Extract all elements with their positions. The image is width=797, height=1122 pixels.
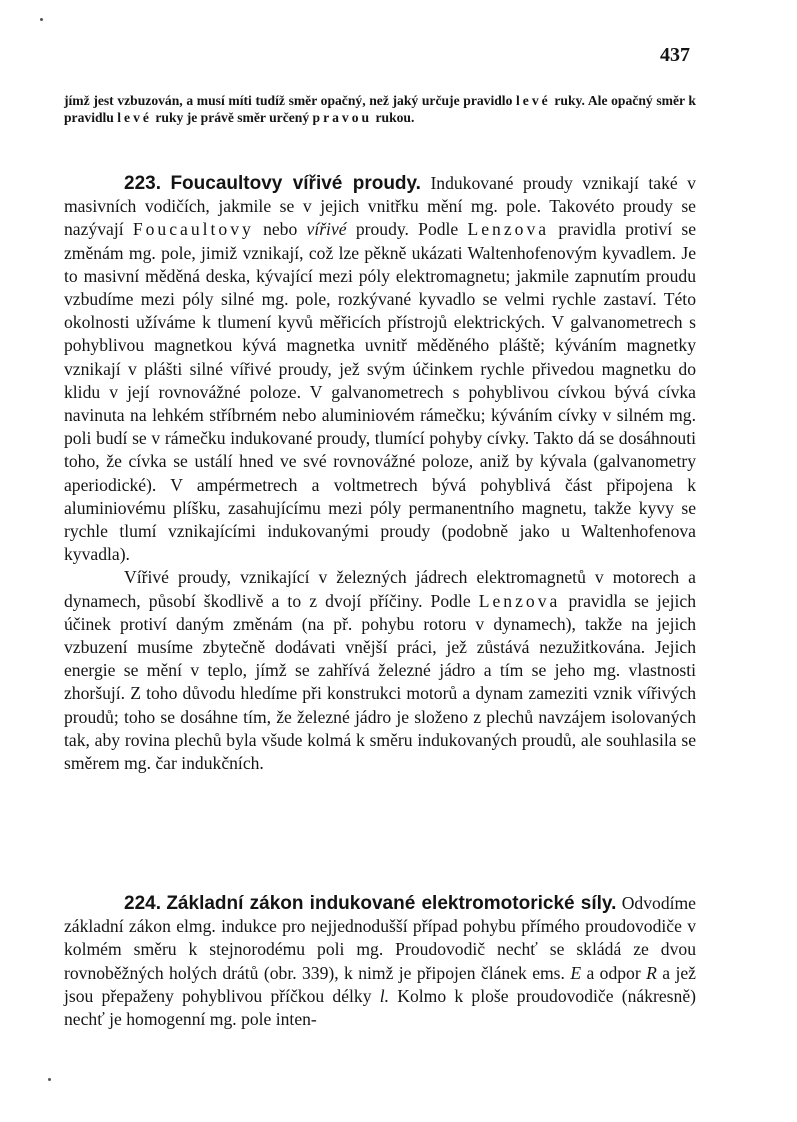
section-223-paragraph-2	[64, 566, 696, 775]
s224-p1-d: Kolmo k ploše proudovodiče (nákresně) nechť je homogenní mg. pole inten-	[64, 985, 696, 1030]
s223-italic-virive: vířivé	[306, 219, 347, 240]
top-note-line1: jímž jest vzbuzován, a musí míti tudíž směr opačný, než jaký určuje pravidlo	[64, 93, 513, 108]
s224-var-e: E	[570, 962, 582, 983]
s223-p2-b: pravidla se jejich účinek protiví daným změnám (na př. pohybu rotoru v dynamech), takže na jejich vzbuzení musíme zbytečně dodávati vnější práci, jež zůstává nezužitkována. Jejich energie se mění v teplo, jímž se zahřívá železné jádro a tím se jeho mg. vlastnosti zhoršují. Z toho důvodu hledíme při konstrukci motorů a dynam zameziti vznik vířivých proudů; toho se dosáhne tím, že železné jádro je složeno z plechů navzájem isolovaných tak, aby rovina plechů byla všude kolmá k směru indukovaných proudů, ale souhlasila se směrem mg. čar indukčních.	[64, 590, 697, 774]
s224-p1-c: a jež jsou přepaženy pohyblivou příčkou délky	[64, 962, 696, 1006]
spaced-leve-1: levé	[516, 93, 551, 108]
spaced-pravou: pravou	[312, 110, 373, 125]
page-number: 437	[660, 44, 690, 66]
top-note-line3-end: rukou.	[375, 110, 415, 125]
section-224-title: Základní zákon indukované elektromotorické síly.	[166, 893, 617, 914]
s224-var-r: R	[646, 962, 657, 983]
section-223-paragraph-1	[64, 172, 696, 566]
s223-p1-b: nebo	[263, 219, 298, 240]
scan-speck	[48, 1078, 51, 1081]
top-note-line2-end: ruky je právě směr určený	[155, 110, 310, 125]
top-note-line2-mid: ruky. Ale opačný směr k pravidlu	[64, 93, 696, 125]
spaced-leve-2: levé	[117, 110, 152, 125]
section-224-number: 224.	[124, 893, 161, 914]
scan-speck	[40, 18, 43, 21]
section-223	[64, 172, 696, 775]
s224-p1-a: Odvodíme základní zákon elmg. indukce pro nejjednodušší případ pohybu přímého proudovodiče v kolmém směru k stejnorodému poli mg. Proudovodič nechť se skládá ze dvou rovnoběžných holých drátů (obr. 339), k nimž je připojen článek ems.	[64, 893, 696, 983]
s224-var-l: l.	[379, 985, 390, 1006]
s223-p2-spaced-lenz: Lenzova	[478, 590, 561, 611]
section-223-number: 223.	[124, 173, 161, 194]
s223-spaced-foucault: Foucaultovy	[132, 219, 254, 240]
s223-p1-c: proudy. Podle	[355, 219, 459, 240]
section-224-paragraph-1	[64, 892, 696, 1031]
s223-p1-d: pravidla protiví se změnám mg. pole, jimiž vznikají, což lze pěkně ukázati Waltenhofenovým kyvadlem. Je to masivní měděná deska, kývající mezi póly elektromagnetu; jakmile zapnutím proudu vzbudíme mezi póly silné mg. pole, rozkývané kyvadlo se velmi rychle zastaví. Této okolnosti užíváme k tlumení kyvů měřicích přístrojů elektrických. V galvanometrech s pohyblivou magnetkou kývá magnetka uvnitř měděného pláště; kýváním magnetky vznikají v plášti silné vířivé proudy, jež svým účinkem rychle přivedou magnetku do klidu v její rovnovážné poloze. V galvanometrech s pohyblivou cívkou bývá cívka navinuta na lehkém stříbrném nebo aluminiovém rámečku; kýváním cívky v silném mg. poli budí se v rámečku indukované proudy, tlumící pohyby cívky. Takto dá se dosáhnouti toho, že cívka se ustálí hned ve své rovnovážné poloze, aniž by kývala (galvanometry aperiodické). V ampérmetrech a voltmetrech bývá pohyblivá část připojena k aluminiovému plíšku, zasahujícímu mezi póly permanentního magnetu, takže kyvy se rychle tlumí vznikajícími indukovanými proudy (podobně jako u Waltenhofenova kyvadla).	[64, 219, 697, 565]
s224-p1-b: a odpor	[586, 962, 641, 983]
s223-spaced-lenz: Lenzova	[467, 219, 550, 240]
section-223-title: Foucaultovy vířivé proudy.	[170, 173, 421, 194]
top-note	[64, 92, 696, 126]
section-224	[64, 892, 696, 1031]
s223-p2-a: Vířivé proudy, vznikající v železných jádrech elektromagnetů v motorech a dynamech, působí škodlivě a to z dvojí příčiny. Podle	[64, 567, 696, 611]
s223-p1-a: Indukované proudy vznikají také v masivních vodičích, jakmile se v jejich vnitřku mění mg. pole. Takovéto proudy se nazývají	[64, 173, 696, 240]
